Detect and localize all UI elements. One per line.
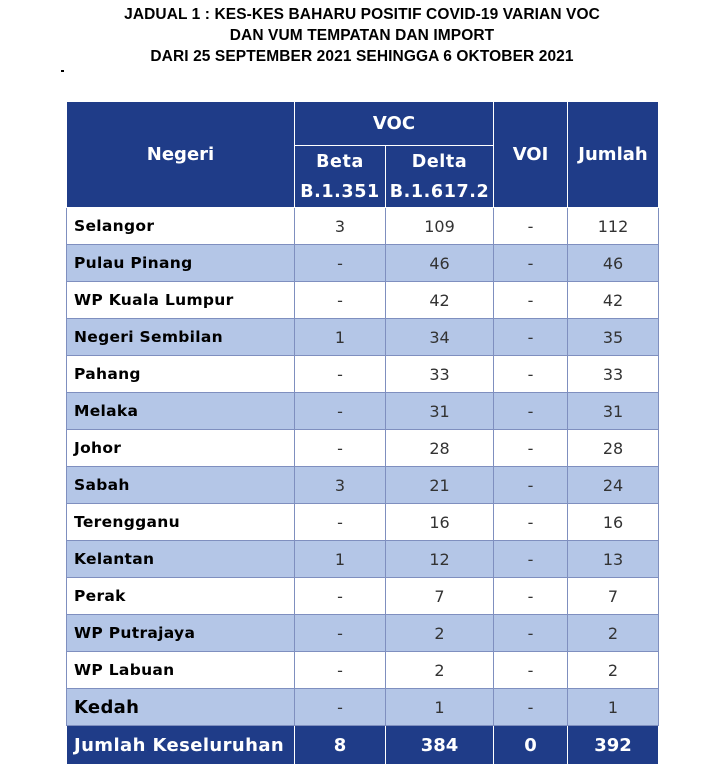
voi-cell: - [494, 393, 568, 430]
delta-cell: 33 [386, 356, 494, 393]
delta-cell: 28 [386, 430, 494, 467]
state-name-cell: WP Labuan [67, 652, 295, 689]
jumlah-cell: 16 [568, 504, 659, 541]
delta-cell: 1 [386, 689, 494, 726]
table-row [67, 541, 659, 578]
beta-cell: - [295, 615, 386, 652]
delta-cell: 34 [386, 319, 494, 356]
table-row [67, 504, 659, 541]
jumlah-cell: 31 [568, 393, 659, 430]
jumlah-cell: 35 [568, 319, 659, 356]
voi-cell: - [494, 689, 568, 726]
state-name-cell: Terengganu [67, 504, 295, 541]
voi-cell: - [494, 208, 568, 245]
header-beta-name: Beta [316, 151, 364, 172]
delta-cell: 31 [386, 393, 494, 430]
voi-cell: - [494, 541, 568, 578]
beta-cell: - [295, 652, 386, 689]
jumlah-cell: 24 [568, 467, 659, 504]
total-label: Jumlah Keseluruhan [67, 726, 295, 765]
stray-mark [61, 70, 64, 72]
jumlah-cell: 13 [568, 541, 659, 578]
table-row [67, 245, 659, 282]
voi-cell: - [494, 282, 568, 319]
beta-cell: 1 [295, 541, 386, 578]
voc-cases-table [66, 101, 659, 765]
table-row [67, 652, 659, 689]
header-delta-name: Delta [411, 151, 468, 172]
state-name-cell: Johor [67, 430, 295, 467]
title-line-1: JADUAL 1 : KES-KES BAHARU POSITIF COVID-19 VARIAN VOC [124, 6, 600, 23]
delta-cell: 12 [386, 541, 494, 578]
state-name-cell: Pahang [67, 356, 295, 393]
table-row [67, 282, 659, 319]
beta-cell: - [295, 578, 386, 615]
header-negeri: Negeri [67, 102, 295, 208]
header-voc: VOC [295, 102, 494, 146]
delta-cell: 21 [386, 467, 494, 504]
jumlah-cell: 42 [568, 282, 659, 319]
state-name-cell: WP Putrajaya [67, 615, 295, 652]
state-name-cell: Pulau Pinang [67, 245, 295, 282]
state-name-cell: WP Kuala Lumpur [67, 282, 295, 319]
header-beta-lineage: B.1.351 [300, 181, 380, 202]
title-line-2: DAN VUM TEMPATAN DAN IMPORT [229, 27, 495, 44]
state-name-cell: Sabah [67, 467, 295, 504]
delta-cell: 7 [386, 578, 494, 615]
table-row [67, 578, 659, 615]
beta-cell: - [295, 393, 386, 430]
table-title [0, 4, 724, 67]
jumlah-cell: 112 [568, 208, 659, 245]
voi-cell: - [494, 319, 568, 356]
voi-cell: - [494, 245, 568, 282]
beta-cell: - [295, 245, 386, 282]
beta-cell: 3 [295, 208, 386, 245]
table-row [67, 430, 659, 467]
state-name-cell: Negeri Sembilan [67, 319, 295, 356]
table-row [67, 208, 659, 245]
beta-cell: - [295, 282, 386, 319]
total-beta: 8 [295, 726, 386, 765]
title-line-3: DARI 25 SEPTEMBER 2021 SEHINGGA 6 OKTOBER 2021 [150, 48, 574, 65]
table-row [67, 356, 659, 393]
voi-cell: - [494, 430, 568, 467]
voi-cell: - [494, 504, 568, 541]
header-beta [295, 146, 386, 208]
total-jumlah: 392 [568, 726, 659, 765]
table-body [67, 208, 659, 726]
header-voi: VOI [494, 102, 568, 208]
table-row [67, 319, 659, 356]
voi-cell: - [494, 356, 568, 393]
jumlah-cell: 2 [568, 652, 659, 689]
table-row [67, 615, 659, 652]
total-voi: 0 [494, 726, 568, 765]
delta-cell: 42 [386, 282, 494, 319]
jumlah-cell: 2 [568, 615, 659, 652]
delta-cell: 46 [386, 245, 494, 282]
beta-cell: - [295, 504, 386, 541]
voi-cell: - [494, 578, 568, 615]
state-name-cell: Melaka [67, 393, 295, 430]
voi-cell: - [494, 615, 568, 652]
beta-cell: 3 [295, 467, 386, 504]
state-name-cell: Selangor [67, 208, 295, 245]
state-name-cell: Kelantan [67, 541, 295, 578]
voi-cell: - [494, 467, 568, 504]
state-name-cell: Perak [67, 578, 295, 615]
table-row [67, 467, 659, 504]
beta-cell: - [295, 430, 386, 467]
header-delta-lineage: B.1.617.2 [389, 181, 490, 202]
jumlah-cell: 46 [568, 245, 659, 282]
header-jumlah: Jumlah [568, 102, 659, 208]
table-row [67, 393, 659, 430]
delta-cell: 16 [386, 504, 494, 541]
total-delta: 384 [386, 726, 494, 765]
delta-cell: 109 [386, 208, 494, 245]
table-row [67, 689, 659, 726]
header-delta [386, 146, 494, 208]
beta-cell: 1 [295, 319, 386, 356]
jumlah-cell: 1 [568, 689, 659, 726]
jumlah-cell: 7 [568, 578, 659, 615]
beta-cell: - [295, 356, 386, 393]
jumlah-cell: 28 [568, 430, 659, 467]
beta-cell: - [295, 689, 386, 726]
delta-cell: 2 [386, 615, 494, 652]
jumlah-cell: 33 [568, 356, 659, 393]
voi-cell: - [494, 652, 568, 689]
delta-cell: 2 [386, 652, 494, 689]
total-row [67, 726, 659, 765]
state-name-cell: Kedah [67, 689, 295, 726]
